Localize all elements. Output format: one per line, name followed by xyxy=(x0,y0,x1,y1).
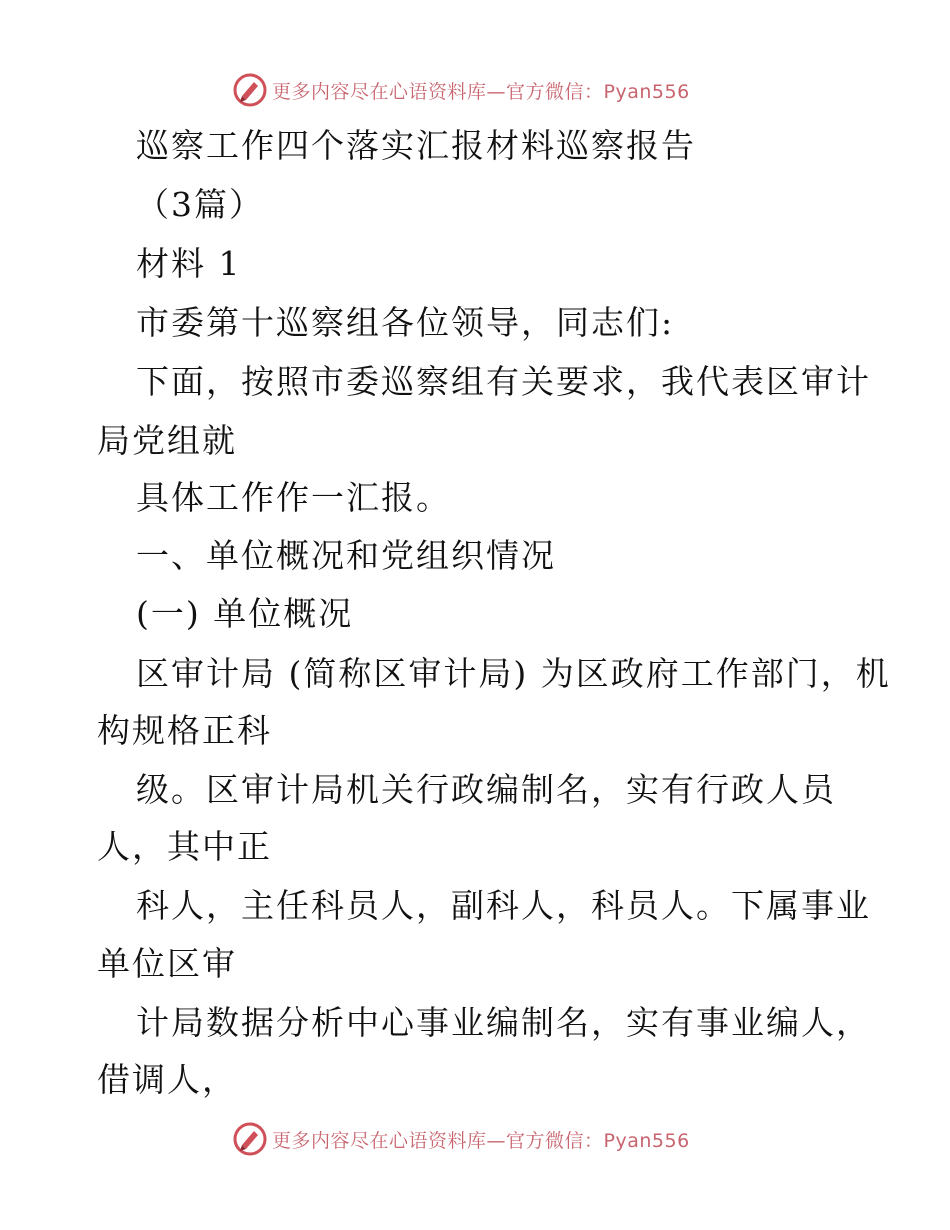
pen-logo-icon xyxy=(232,72,268,108)
footer-banner xyxy=(232,1121,690,1157)
paragraph-line: 借调人， xyxy=(97,1060,237,1099)
paragraph-line: 构规格正科 xyxy=(97,711,272,750)
salutation: 市委第十巡察组各位领导，同志们: xyxy=(136,303,675,342)
banner-text: 更多内容尽在心语资料库—官方微信：Pyan556 xyxy=(272,80,690,103)
paragraph-line: 区审计局 (简称区审计局) 为区政府工作部门，机 xyxy=(136,654,891,693)
material-label: 材料 1 xyxy=(136,244,242,283)
paragraph-line: 下面，按照市委巡察组有关要求，我代表区审计 xyxy=(136,362,871,401)
pen-logo-icon xyxy=(232,1121,268,1157)
subsection-heading: (一) 单位概况 xyxy=(136,594,354,633)
banner-text: 更多内容尽在心语资料库—官方微信：Pyan556 xyxy=(272,1129,690,1152)
paragraph-line: 人，其中正 xyxy=(97,827,272,866)
section-heading: 一、单位概况和党组织情况 xyxy=(136,536,556,575)
document-title: 巡察工作四个落实汇报材料巡察报告 xyxy=(136,126,696,165)
paragraph-line: 具体工作作一汇报。 xyxy=(136,478,451,517)
paragraph-line: 局党组就 xyxy=(97,421,237,460)
paragraph-line: 级。区审计局机关行政编制名，实有行政人员 xyxy=(136,770,836,809)
header-banner xyxy=(232,72,690,108)
document-title-count: （3篇） xyxy=(136,185,264,224)
paragraph-line: 单位区审 xyxy=(97,944,237,983)
paragraph-line: 科人，主任科员人，副科人，科员人。下属事业 xyxy=(136,886,871,925)
paragraph-line: 计局数据分析中心事业编制名，实有事业编人， xyxy=(136,1003,871,1042)
